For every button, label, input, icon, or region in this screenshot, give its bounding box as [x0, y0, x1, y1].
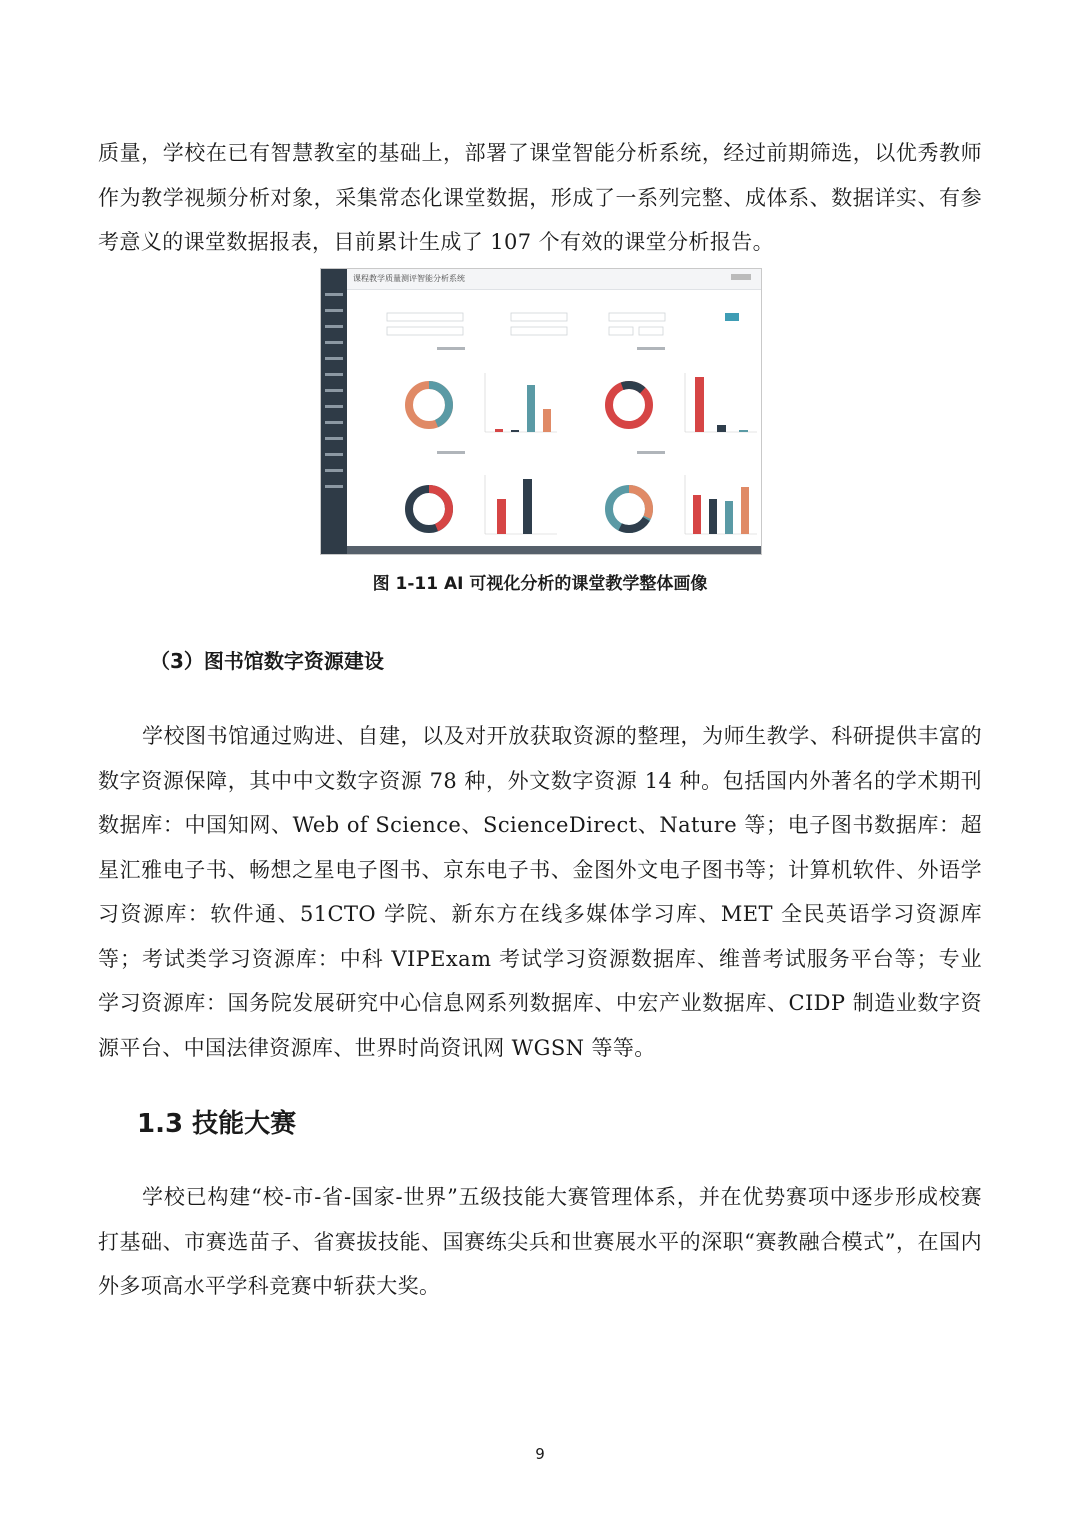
- page-number: 9: [535, 1445, 545, 1463]
- analysis-system-screenshot: [320, 268, 762, 555]
- library-paragraph: 学校图书馆通过购进、自建，以及对开放获取资源的整理，为师生教学、科研提供丰富的数字资源保障，其中中文数字资源 78 种，外文数字资源 14 种。包括国内外著名的学术期刊数据库：中国知网、Web of Science、ScienceDirect、Nature 等；电子图书数据库：超星汇雅电子书、畅想之星电子图书、京东电子书、金图外文电子图书等；计算机软件、外语学习资源库：软件通、51CTO 学院、新东方在线多媒体学习库、MET 全民英语学习资源库等；考试类学习资源库：中科 VIPExam 考试学习资源数据库、维普考试服务平台等；专业学习资源库：国务院发展研究中心信息网系列数据库、中宏产业数据库、CIDP 制造业数字资源平台、中国法律资源库、世界时尚资讯网 WGSN 等等。: [98, 724, 982, 1060]
- figure-caption: 图 1-11 AI 可视化分析的课堂教学整体画像: [372, 574, 708, 594]
- figure-user-badge: [731, 274, 751, 280]
- figure-footer: [347, 546, 761, 554]
- donut-chart-2: [609, 385, 649, 425]
- bar-chart-3: [485, 475, 557, 534]
- library-subheading: （3）图书馆数字资源建设: [150, 649, 384, 673]
- bar-chart-1: [485, 373, 557, 432]
- figure-sidebar: [321, 269, 347, 554]
- bar-chart-4: [685, 475, 757, 534]
- section-heading-skills-contest: 1.3 技能大赛: [137, 1109, 297, 1139]
- query-button-shape: [725, 313, 739, 321]
- bar-chart-2: [685, 373, 757, 432]
- intro-paragraph: 质量，学校在已有智慧教室的基础上，部署了课堂智能分析系统，经过前期筛选，以优秀教师作为教学视频分析对象，采集常态化课堂数据，形成了一系列完整、成体系、数据详实、有参考意义的课堂数据报表，目前累计生成了 107 个有效的课堂分析报告。: [98, 141, 982, 254]
- figure-header: [347, 269, 761, 290]
- figure-dashboard-graphics: [347, 289, 761, 546]
- contest-paragraph: 学校已构建“校-市-省-国家-世界”五级技能大赛管理体系，并在优势赛项中逐步形成校赛打基础、市赛选苗子、省赛拔技能、国赛练尖兵和世赛展水平的深职“赛教融合模式”，在国内外多项高水平学科竞赛中斩获大奖。: [98, 1185, 982, 1298]
- figure-app-title: 课程教学质量测评智能分析系统: [353, 274, 465, 283]
